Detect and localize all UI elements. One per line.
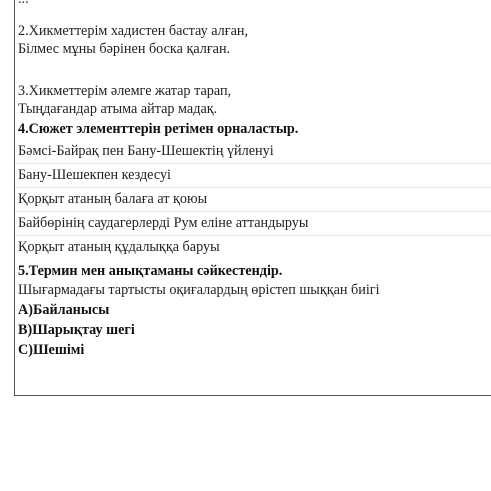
- task5-option-c: С)Шешімі: [18, 342, 85, 358]
- row-separator: [15, 163, 491, 164]
- task4-item: Бәмсі-Байрақ пен Бану-Шешектің үйленуі: [18, 143, 274, 159]
- task5-option-a: А)Байланысы: [18, 302, 110, 318]
- row-separator: [15, 211, 491, 212]
- row-separator: [15, 235, 491, 236]
- task4-item: Бану-Шешекпен кездесуі: [18, 167, 171, 183]
- task5-definition: Шығармадағы тартысты оқиғалардың өрістеп шыққан биігі: [18, 282, 380, 298]
- stanza3-line-2: Тыңдағандар атыма айтар мадақ.: [18, 101, 218, 117]
- stanza3-line-1: 3.Хикметтерім әлемге жатар тарап,: [18, 83, 232, 99]
- task4-item: Қорқыт атаның құдалыққа баруы: [18, 239, 220, 255]
- stanza2-line-2: Білмес мұны бәрінен боска қалған.: [18, 41, 231, 57]
- row-separator: [15, 187, 491, 188]
- stanza2-line-1: 2.Хикметтерім хадистен бастау алған,: [18, 23, 249, 39]
- task4-item: Байбөрінің саудагерлерді Рум еліне аттандыруы: [18, 215, 309, 231]
- task4-heading: 4.Сюжет элементтерін ретімен орналастыр.: [18, 121, 299, 137]
- task4-item: Қорқыт атаның балаға ат қоюы: [18, 191, 208, 207]
- task5-heading: 5.Термин мен анықтаманы сәйкестендір.: [18, 263, 283, 279]
- task5-option-b: В)Шарықтау шегі: [18, 322, 135, 338]
- clipped-top-line: [18, 0, 29, 7]
